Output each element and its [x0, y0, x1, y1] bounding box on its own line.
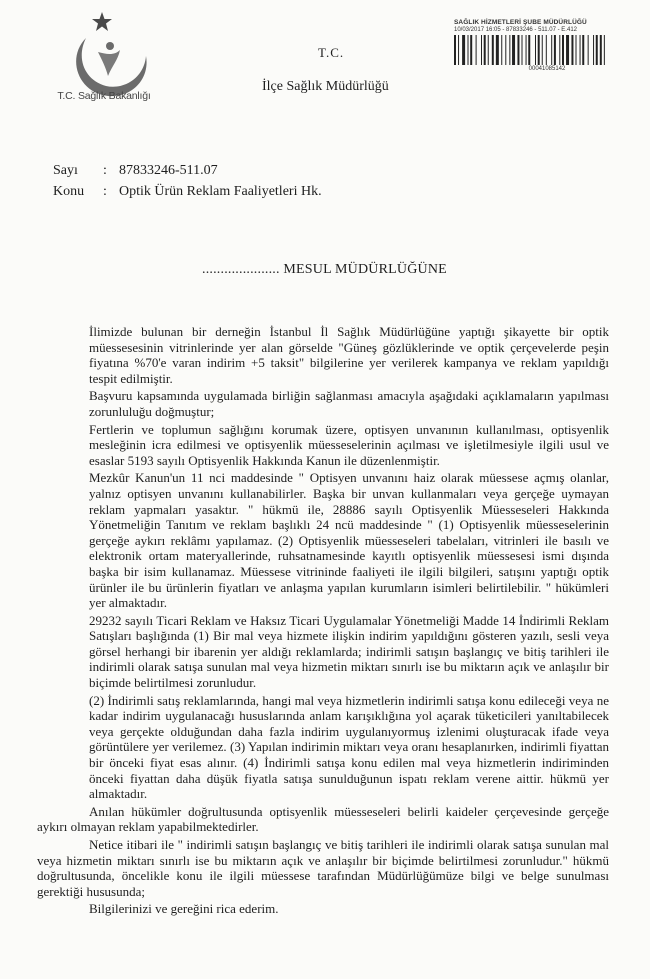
document-meta: [53, 160, 322, 202]
paragraph-5: 29232 sayılı Ticari Reklam ve Haksız Ticari Uygulamalar Yönetmeliği Madde 14 İndirimli Reklam Satışları başlığında (1) Bir mal veya hizmete ilişkin indirim yapıldığını gösteren yazılı, sesli veya görsel herhangi bir ibarenin yer aldığı reklamlarda; indirimli satışın başlangıç ve bitiş tarihleri ile indirimli olarak satışa sunulan mal veya hizmetin miktarı sınırlı ise bu miktarın açık ve anlaşılır bir biçimde belirtilmesi zorunludur.: [89, 612, 609, 691]
paragraph-2: Başvuru kapsamında uygulamada birliğin sağlanması amacıyla aşağıdaki açıklamaların yapılması zorunluluğu doğmuştur;: [89, 388, 609, 419]
barcode-bar: [496, 35, 499, 65]
sayi-colon: :: [103, 162, 107, 178]
konu-value: Optik Ürün Reklam Faaliyetleri Hk.: [119, 183, 322, 199]
header-office: İlçe Sağlık Müdürlüğü: [262, 79, 389, 94]
barcode-bar: [566, 35, 569, 65]
barcode-bar: [468, 35, 469, 65]
header-tc: T.C.: [318, 45, 345, 60]
meta-konu: [53, 181, 322, 202]
stamp-line: 10/03/2017 16:05 - 87833246 - 511.07 - E.412: [454, 27, 577, 33]
barcode-bar: [580, 35, 581, 65]
barcode-bar: [501, 35, 502, 65]
sayi-label: Sayı: [53, 162, 78, 178]
barcode-bar: [576, 35, 577, 65]
barcode-bar: [492, 35, 494, 65]
barcode-bar: [554, 35, 556, 65]
barcode-bar: [604, 35, 605, 65]
barcode-bar: [596, 35, 598, 65]
logo-caption: T.C. Sağlık Bakanlığı: [57, 90, 151, 102]
barcode-bar: [571, 35, 573, 65]
barcode-bar: [538, 35, 540, 65]
barcode-bar: [600, 35, 602, 65]
barcode-bar: [551, 35, 552, 65]
letter-body: [37, 324, 609, 919]
barcode-bar: [526, 35, 527, 65]
stamp-number: 00041085142: [528, 66, 566, 72]
paragraph-8: Netice itibari ile " indirimli satışın başlangıç ve bitiş tarihleri ile indirimli olarak satışa sunulan mal veya hizmetin miktarı sınırlı ise bu miktarın açık ve anlaşılır bir biçimde belirtilmesi zorunludur." hükmü doğrultusunda, öncelikle konu ile ilgili müessese tarafından Müdürlüğümüze bilgi ve belge sunulması gerektiği hususunda;: [37, 837, 609, 899]
barcode-bar: [476, 35, 477, 65]
barcode-bar: [509, 35, 510, 65]
paragraph-6: (2) İndirimli satış reklamlarında, hangi mal veya hizmetlerin indirimli satışa konu edileceği veya ne kadar indirim uygulanacağı hususlarında anlam karışıklığına yol açarak tüketicileri yanıltabilecek veya gerçekte olduğundan daha fazla indirim uygulanıyormuş izlenimi oluşturacak ifade veya görüntülere yer verilemez. (3) Yapılan indirimin miktarı veya oranı hesaplanırken, indirimli fiyattan bir önceki fiyat esas alınır. (4) İndirimli satışa konu edilen mal veya hizmetlerin indiriminden önceki fiyattan daha düşük fiyatla satışa sunulduğunun ispatı reklam verene aittir. hükmü yer almaktadır.: [89, 692, 609, 802]
barcode-bar: [505, 35, 506, 65]
konu-colon: :: [103, 183, 107, 199]
barcode-bar: [588, 35, 589, 65]
paragraph-9: Bilgilerinizi ve gereğini rica ederim.: [89, 901, 279, 917]
barcode-bar: [542, 35, 543, 65]
barcode-bar: [512, 35, 515, 65]
barcode-bar: [535, 35, 536, 65]
barcode: [454, 35, 640, 65]
registry-stamp: [454, 19, 640, 72]
barcode-bar: [488, 35, 489, 65]
recipient-line: ..................... MESUL MÜDÜRLÜĞÜNE: [202, 262, 447, 277]
barcode-bar: [528, 35, 530, 65]
barcode-bar: [546, 35, 547, 65]
barcode-bar: [559, 35, 560, 65]
barcode-bar: [582, 35, 584, 65]
paragraph-1: İlimizde bulunan bir derneğin İstanbul İl Sağlık Müdürlüğüne yaptığı şikayette bir optik müessesesinin vitrinlerinde yer alan görselde "Güneş gözlüklerinde ve optik çerçevelerde peşin fiyatına %70'e varan indirim +5 taksit" bilgilerine yer verilerek kampanya ve reklam yapıldığı tespit edilmiştir.: [89, 324, 609, 386]
barcode-bar: [458, 35, 459, 65]
barcode-bar: [484, 35, 486, 65]
barcode-bar: [462, 35, 465, 65]
paragraph-7: Anılan hükümler doğrultusunda optisyenlik müesseseleri belirli kaideler çerçevesinde gerçeğe aykırı olmayan reklam yapabilmektedirler.: [37, 803, 609, 835]
barcode-bar: [562, 35, 564, 65]
konu-label: Konu: [53, 183, 85, 199]
barcode-bar: [481, 35, 482, 65]
stamp-title: SAĞLIK HİZMETLERİ ŞUBE MÜDÜRLÜĞÜ: [454, 19, 587, 26]
paragraph-3: Fertlerin ve toplumun sağlığını korumak üzere, optisyen unvanının kullanılması, optisyenlik mesleğinin icra edilmesi ve optisyenlik müesseselerinin açılması ve işletilmesiyle ilgili usul ve esaslar 5193 sayılı Optisyenlik Hakkında Kanun ile düzenlenmiştir.: [89, 421, 609, 468]
paragraph-4: Mezkûr Kanun'un 11 nci maddesinde " Optisyen unvanını haiz olarak müessese açmış olanlar, yalnız optisyen unvanını kullanabilirler. Başka bir unvan kullanmaları veya gerçeğe uymayan reklam yapmaları yasaktır. " hükmü ile, 28886 sayılı Optisyenlik Müesseseleri Hakkında Yönetmeliğin Tanıtım ve reklam başlıklı 24 ncü maddesinde " (1) Optisyenlik müesseselerinin gerçeğe aykırı reklâmı yapılamaz. (2) Optisyenlik müesseseleri tabelaları, vitrinleri ile basılı ve elektronik ortam materyallerinde, ruhsatnamesinde kayıtlı optisyenlik müessesesi ismi dışında başka bir isim kullanamaz. Müessese vitrininde faaliyeti ile ilgili bilgileri, satışını yaptığı optik ürünler ile bu ürünlerin fiyatları ve anlaşma yapılan kurumların isimleri belirtilebilir. " hükümleri yer almaktadır.: [89, 470, 609, 611]
barcode-bar: [522, 35, 523, 65]
barcode-bar: [517, 35, 519, 65]
barcode-bar: [454, 35, 456, 65]
sayi-value: 87833246-511.07: [119, 162, 218, 178]
barcode-bar: [470, 35, 472, 65]
barcode-bar: [593, 35, 594, 65]
meta-sayi: [53, 160, 322, 181]
